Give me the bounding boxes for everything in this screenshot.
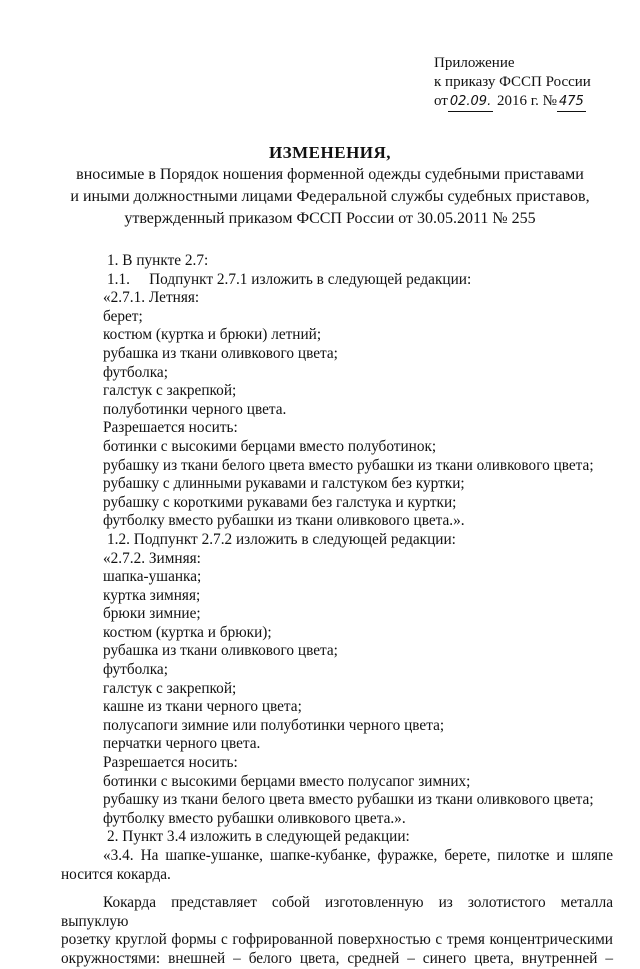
paragraph-line xyxy=(61,894,613,931)
body-line: ботинки с высокими берцами вместо полуботинок; xyxy=(103,437,437,455)
paragraph-line xyxy=(61,847,613,866)
header-line-2: и иными должностными лицами Федеральной службы судебных приставов, xyxy=(70,188,590,205)
appendix-year-number: 2016 г. № xyxy=(496,93,557,109)
document-title: ИЗМЕНЕНИЯ, xyxy=(268,143,392,162)
document-body xyxy=(61,252,613,969)
body-line: перчатки черного цвета. xyxy=(103,735,261,753)
body-line: костюм (куртка и брюки) летний; xyxy=(103,326,322,344)
paragraph-text: Кокарда представляет собой изготовленную из золотистого металла выпуклую xyxy=(61,894,613,930)
handwritten-number: 475 xyxy=(557,92,586,112)
body-line: 1. В пункте 2.7: xyxy=(107,252,209,269)
body-line: полусапоги зимние или полуботинки черного цвета; xyxy=(103,716,445,734)
body-line: галстук с закрепкой; xyxy=(103,679,237,697)
body-line: футболка; xyxy=(103,661,168,679)
header-line-3: утвержденный приказом ФССП России от 30.05.2011 № 255 xyxy=(124,210,536,227)
body-line: шапка-ушанка; xyxy=(103,568,202,586)
body-line: брюки зимние; xyxy=(103,605,201,623)
paragraph-line: окружностями: внешней – белого цвета, средней – синего цвета, внутренней – xyxy=(61,949,613,967)
body-line: костюм (куртка и брюки); xyxy=(103,623,272,641)
body-line: кашне из ткани черного цвета; xyxy=(103,698,302,716)
body-line: ботинки с высокими берцами вместо полусапог зимних; xyxy=(103,772,471,790)
handwritten-date: 02.09. xyxy=(448,92,493,112)
body-line: 1.1. Подпункт 2.7.1 изложить в следующей редакции: xyxy=(107,270,472,288)
body-line: берет; xyxy=(103,307,143,325)
appendix-block xyxy=(434,54,591,112)
paragraph-line: розетку круглой формы с гофрированной поверхностью с тремя концентрическими xyxy=(61,931,613,949)
body-line: Разрешается носить: xyxy=(103,419,238,437)
document-header xyxy=(60,142,600,230)
paragraph-cockade xyxy=(61,894,613,968)
body-line: рубашка из ткани оливкового цвета; xyxy=(103,642,338,660)
body-line: галстук с закрепкой; xyxy=(103,382,237,400)
body-line: полуботинки черного цвета. xyxy=(103,400,287,418)
body-line: рубашку из ткани белого цвета вместо рубашки из ткани оливкового цвета; xyxy=(103,456,594,474)
body-line: 1.2. Подпункт 2.7.2 изложить в следующей редакции: xyxy=(107,530,456,548)
appendix-line-3 xyxy=(434,92,591,112)
body-line: 2. Пункт 3.4 изложить в следующей редакции: xyxy=(107,828,410,846)
appendix-line-1: Приложение xyxy=(434,55,515,71)
paragraph-3-4 xyxy=(61,847,613,884)
body-line: футболку вместо рубашки из ткани оливкового цвета.». xyxy=(103,512,465,530)
paragraph-text: «3.4. На шапке-ушанке, шапке-кубанке, фуражке, берете, пилотке и шляпе xyxy=(103,847,613,864)
body-line: Разрешается носить: xyxy=(103,754,238,772)
body-line: рубашка из ткани оливкового цвета; xyxy=(103,344,338,362)
body-line: футболку вместо рубашки оливкового цвета.». xyxy=(103,809,406,827)
body-line: рубашку из ткани белого цвета вместо рубашки из ткани оливкового цвета; xyxy=(103,791,594,809)
appendix-date-prefix: от xyxy=(434,93,448,109)
header-line-1: вносимые в Порядок ношения форменной одежды судебными приставами xyxy=(76,166,584,183)
body-line: «2.7.2. Зимняя: xyxy=(103,549,201,567)
body-line: рубашку с длинными рукавами и галстуком без куртки; xyxy=(103,475,465,493)
body-line: «2.7.1. Летняя: xyxy=(103,289,200,307)
paragraph-gap xyxy=(103,884,613,894)
appendix-line-2: к приказу ФССП России xyxy=(434,74,591,90)
body-line: футболка; xyxy=(103,363,168,381)
body-line: куртка зимняя; xyxy=(103,586,201,604)
body-line: рубашку с короткими рукавами без галстука и куртки; xyxy=(103,493,457,511)
paragraph-line: носится кокарда. xyxy=(61,865,171,883)
